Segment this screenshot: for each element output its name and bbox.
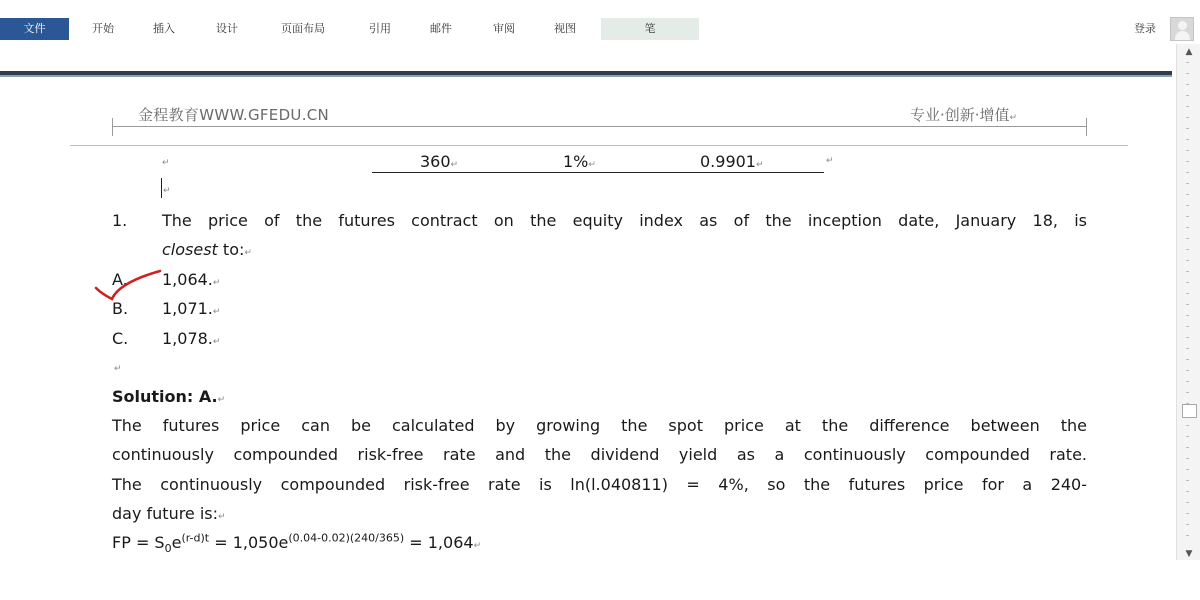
option-label-c: C. (112, 329, 129, 348)
checkmark-icon (88, 266, 168, 316)
table-cell: 0.9901↵ (700, 152, 764, 171)
paragraph-mark: ↵ (162, 158, 170, 168)
tab-page-layout[interactable]: 页面布局 (281, 22, 325, 35)
margin-corner-left (112, 118, 113, 136)
solution-formula: FP = $S_0e^{(r-d)t} = 1,050e^{(0.04-0.02)(240/365)}$ = 1,064↵ (112, 531, 482, 556)
option-label-b: B. (112, 299, 129, 318)
tab-home[interactable]: 开始 (92, 22, 114, 35)
option-value-b: 1,071.↵ (162, 299, 221, 318)
tab-file[interactable]: 文件 (0, 18, 69, 40)
text-cursor (161, 178, 162, 198)
solution-line: continuously compounded risk-free rate and the dividend yield as a continuously compounded rate. (112, 445, 1087, 464)
table-bottom-rule (372, 172, 824, 173)
tab-review[interactable]: 审阅 (493, 22, 515, 35)
question-text: The price of the futures contract on the equity index as of the inception date, January 18, is (162, 211, 1087, 230)
scroll-track-marks (1186, 62, 1189, 542)
page-header-left: 金程教育WWW.GFEDU.CN (138, 106, 330, 124)
avatar[interactable] (1170, 17, 1194, 41)
margin-guide (70, 145, 1128, 146)
solution-line: day future is:↵ (112, 504, 226, 523)
user-icon (1178, 21, 1187, 30)
tab-references[interactable]: 引用 (369, 22, 391, 35)
question-text-line2: closest to:↵ (162, 240, 252, 259)
question-number: 1. (112, 211, 128, 230)
tab-pen[interactable]: 笔 (601, 18, 699, 40)
paragraph-mark: ↵ (163, 186, 171, 196)
scroll-thumb[interactable] (1182, 404, 1197, 418)
ribbon (0, 0, 1200, 62)
solution-line: The futures price can be calculated by growing the spot price at the difference between the (112, 416, 1087, 435)
margin-corner-right (1086, 118, 1087, 136)
solution-title: Solution: A.↵ (112, 387, 226, 406)
paragraph-mark: ↵ (114, 364, 122, 374)
table-cell: 1%↵ (563, 152, 596, 171)
ribbon-divider-light (0, 75, 1172, 77)
scroll-down-icon[interactable]: ▼ (1185, 549, 1193, 559)
option-value-a: 1,064.↵ (162, 270, 221, 289)
tab-mailings[interactable]: 邮件 (430, 22, 452, 35)
table-cell: 360↵ (420, 152, 459, 171)
page-header-right: 专业·创新·增值↵ (910, 106, 1018, 124)
header-rule (112, 126, 1086, 127)
paragraph-mark: ↵ (826, 156, 834, 166)
tab-insert[interactable]: 插入 (153, 22, 175, 35)
option-value-c: 1,078.↵ (162, 329, 221, 348)
solution-line: The continuously compounded risk-free rate is ln(l.040811) = 4%, so the futures price for a 240- (112, 475, 1087, 494)
tab-view[interactable]: 视图 (554, 22, 576, 35)
scroll-up-icon[interactable]: ▲ (1185, 47, 1193, 57)
tab-design[interactable]: 设计 (216, 22, 238, 35)
option-label-a: A. (112, 270, 128, 289)
login-link[interactable]: 登录 (1134, 22, 1156, 35)
